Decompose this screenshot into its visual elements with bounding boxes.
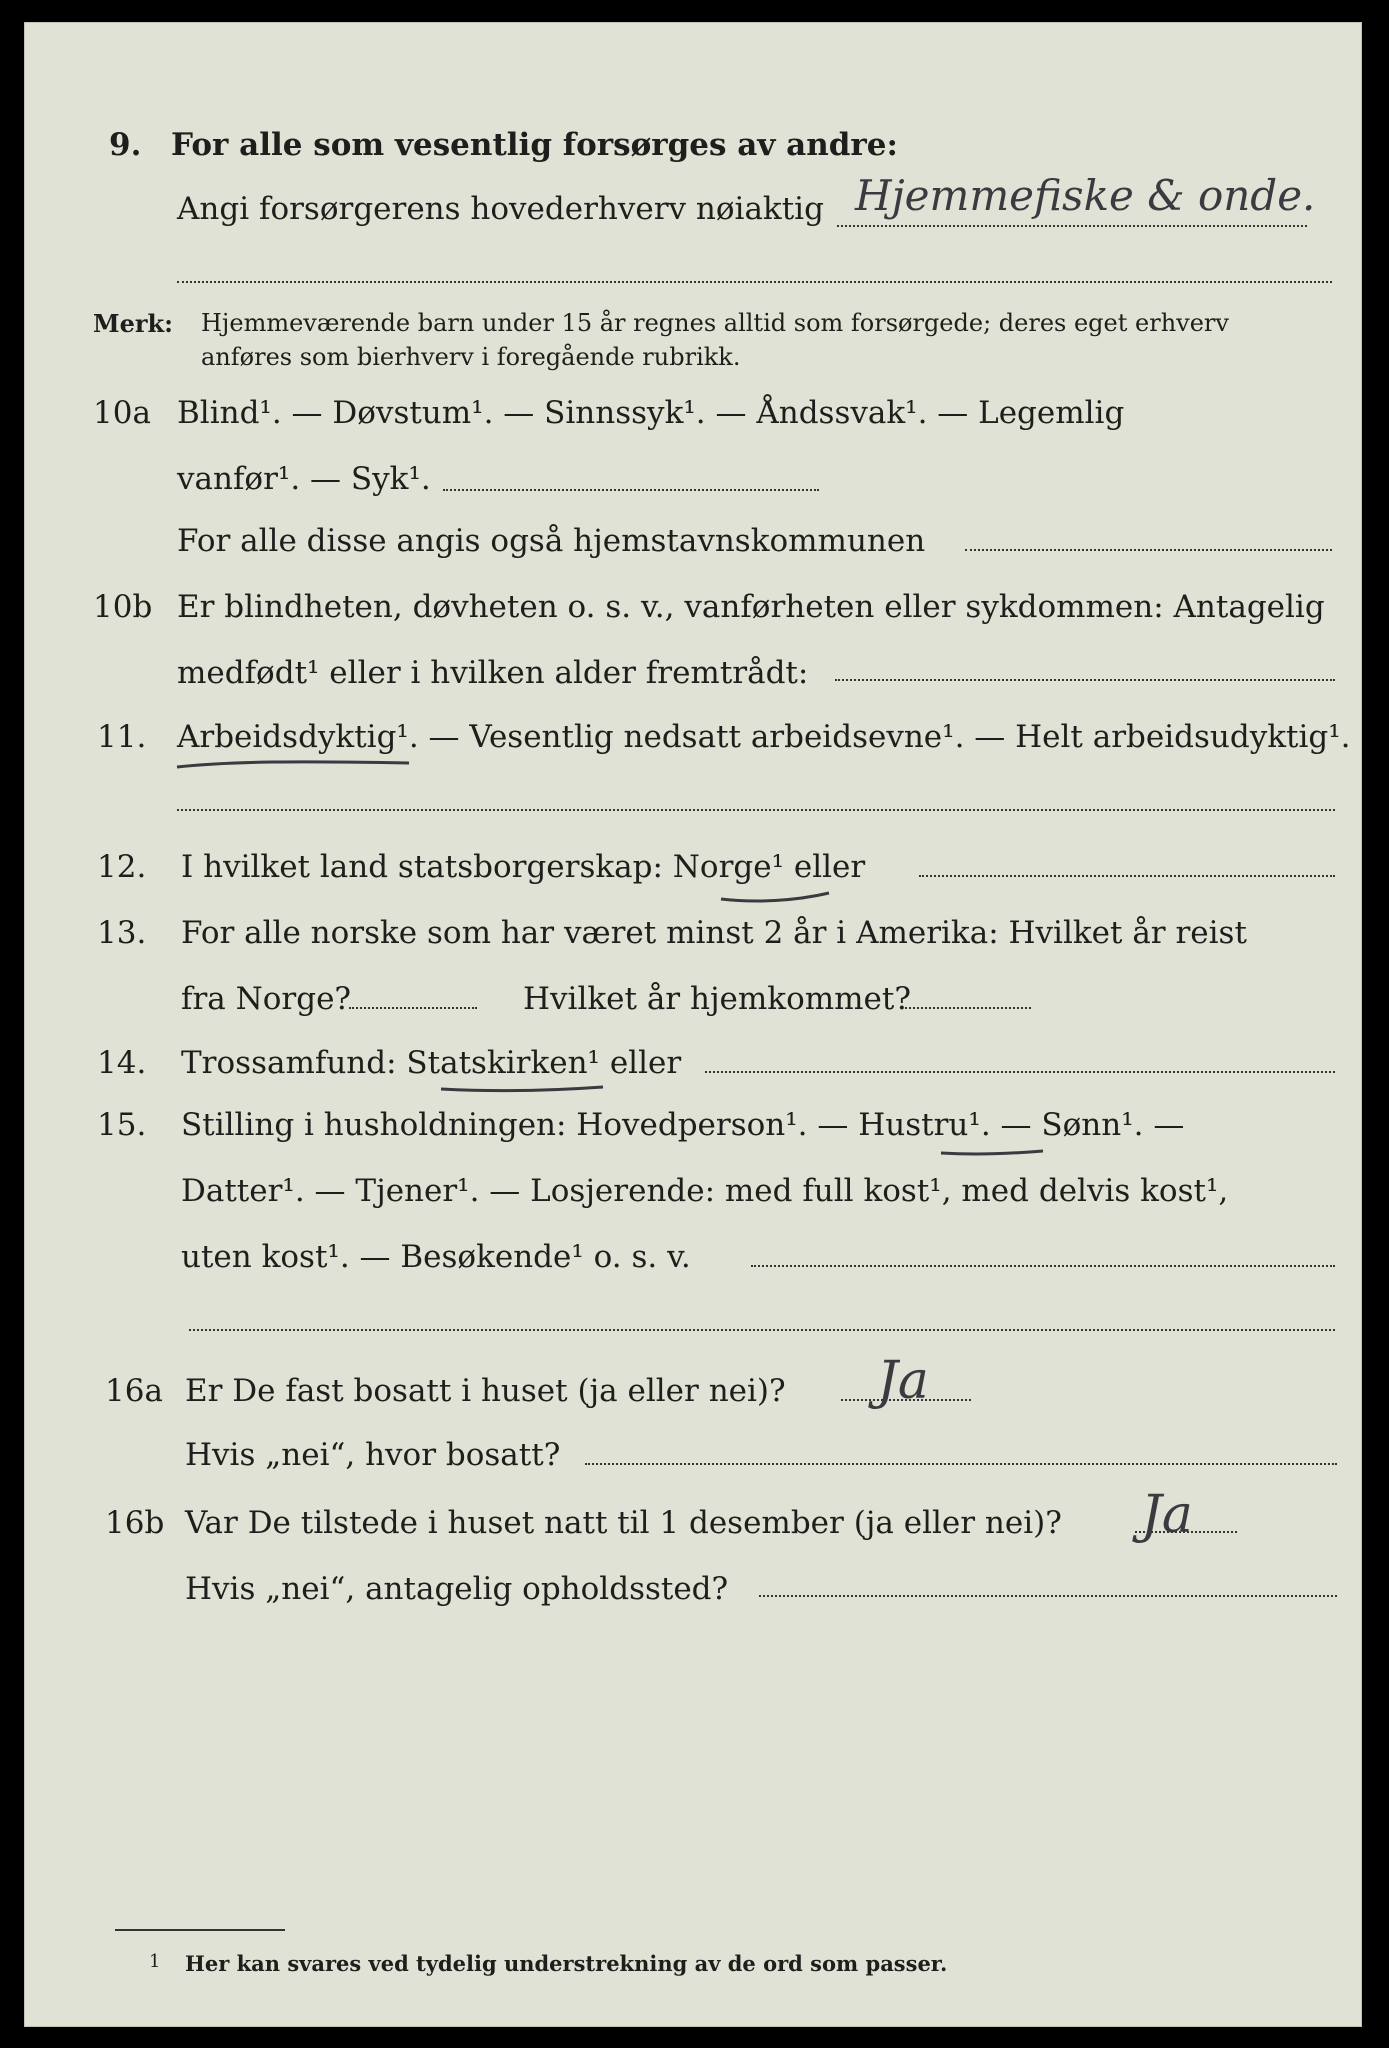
q10a-answer-line bbox=[443, 489, 819, 491]
q16a-number: 16a bbox=[105, 1373, 163, 1409]
q12-answer-line bbox=[919, 875, 1335, 877]
q14-question: Trossamfund: Statskirken¹ eller bbox=[181, 1045, 682, 1081]
q9-number: 9. bbox=[109, 127, 142, 163]
q13-year-returned-label: Hvilket år hjemkommet? bbox=[523, 981, 911, 1017]
footnote-rule bbox=[115, 1929, 285, 1931]
q14-pen-underline bbox=[437, 1081, 607, 1097]
q16a-handwritten-answer: Ja bbox=[877, 1351, 929, 1411]
q10a-line-2: vanfør¹. — Syk¹. bbox=[177, 461, 431, 497]
q12-question: I hvilket land statsborgerskap: Norge¹ eller bbox=[181, 849, 866, 885]
q16b-location-line bbox=[759, 1595, 1337, 1597]
q10a-home-municipality-line bbox=[965, 549, 1332, 551]
q16a-question: Er De fast bosatt i huset (ja eller nei)? bbox=[185, 1373, 786, 1409]
q16b-handwritten-answer: Ja bbox=[1141, 1485, 1193, 1545]
q10a-number: 10a bbox=[93, 395, 151, 431]
q16b-line-2: Hvis „nei“, antagelig opholdssted? bbox=[185, 1571, 729, 1607]
q14-number: 14. bbox=[97, 1045, 147, 1081]
q13-number: 13. bbox=[97, 915, 147, 951]
q13-year-left-line bbox=[349, 1007, 477, 1009]
q16a-residence-line bbox=[585, 1463, 1337, 1465]
q14-answer-line bbox=[705, 1071, 1335, 1073]
census-form-page bbox=[24, 22, 1362, 2027]
merk-text-2: anføres som bierhverv i foregående rubrikk. bbox=[201, 343, 741, 371]
merk-label: Merk: bbox=[93, 309, 173, 338]
q9-answer-line bbox=[837, 225, 1307, 227]
q10b-answer-line bbox=[835, 679, 1335, 681]
q10a-line-3: For alle disse angis også hjemstavnskommunen bbox=[177, 523, 926, 559]
q13-question: For alle norske som har været minst 2 år i Amerika: Hvilket år reist bbox=[181, 915, 1247, 951]
footnote-text: Her kan svares ved tydelig understrekning av de ord som passer. bbox=[185, 1951, 948, 1976]
q16b-number: 16b bbox=[105, 1505, 165, 1541]
q15-line-3: uten kost¹. — Besøkende¹ o. s. v. bbox=[181, 1239, 691, 1275]
q9-question: For alle som vesentlig forsørges av andre: bbox=[171, 127, 898, 163]
q10b-line-2: medfødt¹ eller i hvilken alder fremtrådt: bbox=[177, 655, 809, 691]
q12-number: 12. bbox=[97, 849, 147, 885]
q11-pen-underline bbox=[173, 755, 413, 775]
q15-pen-underline bbox=[937, 1145, 1047, 1161]
merk-text-1: Hjemmeværende barn under 15 år regnes alltid som forsørgede; deres eget erhverv bbox=[201, 309, 1229, 337]
q16a-line-2: Hvis „nei“, hvor bosatt? bbox=[185, 1437, 561, 1473]
q10b-number: 10b bbox=[93, 589, 153, 625]
q10b-question: Er blindheten, døvheten o. s. v., vanførheten eller sykdommen: Antagelig bbox=[177, 589, 1325, 625]
q15-number: 15. bbox=[97, 1107, 147, 1143]
q13-year-left-label: fra Norge? bbox=[181, 981, 352, 1017]
q9-answer-line-2 bbox=[177, 281, 1332, 283]
q15-answer-line-2 bbox=[189, 1329, 1335, 1331]
q10a-question: Blind¹. — Døvstum¹. — Sinnssyk¹. — Åndssvak¹. — Legemlig bbox=[177, 395, 1125, 431]
q16b-question: Var De tilstede i huset natt til 1 desember (ja eller nei)? bbox=[185, 1505, 1062, 1541]
q15-line-2: Datter¹. — Tjener¹. — Losjerende: med full kost¹, med delvis kost¹, bbox=[181, 1173, 1229, 1209]
q9-handwritten-answer: Hjemmefiske & onde. bbox=[855, 171, 1316, 220]
q11-answer-line bbox=[177, 809, 1335, 811]
q11-question: Arbeidsdyktig¹. — Vesentlig nedsatt arbeidsevne¹. — Helt arbeidsudyktig¹. bbox=[177, 719, 1351, 755]
q11-number: 11. bbox=[97, 719, 147, 755]
footnote-mark: 1 bbox=[149, 1951, 161, 1972]
q12-pen-underline bbox=[715, 889, 835, 909]
q9-subquestion: Angi forsørgerens hovederhverv nøiaktig bbox=[177, 191, 824, 227]
q15-answer-line bbox=[751, 1265, 1335, 1267]
q13-year-returned-line bbox=[905, 1007, 1031, 1009]
q15-question: Stilling i husholdningen: Hovedperson¹. — Hustru¹. — Sønn¹. — bbox=[181, 1107, 1185, 1143]
